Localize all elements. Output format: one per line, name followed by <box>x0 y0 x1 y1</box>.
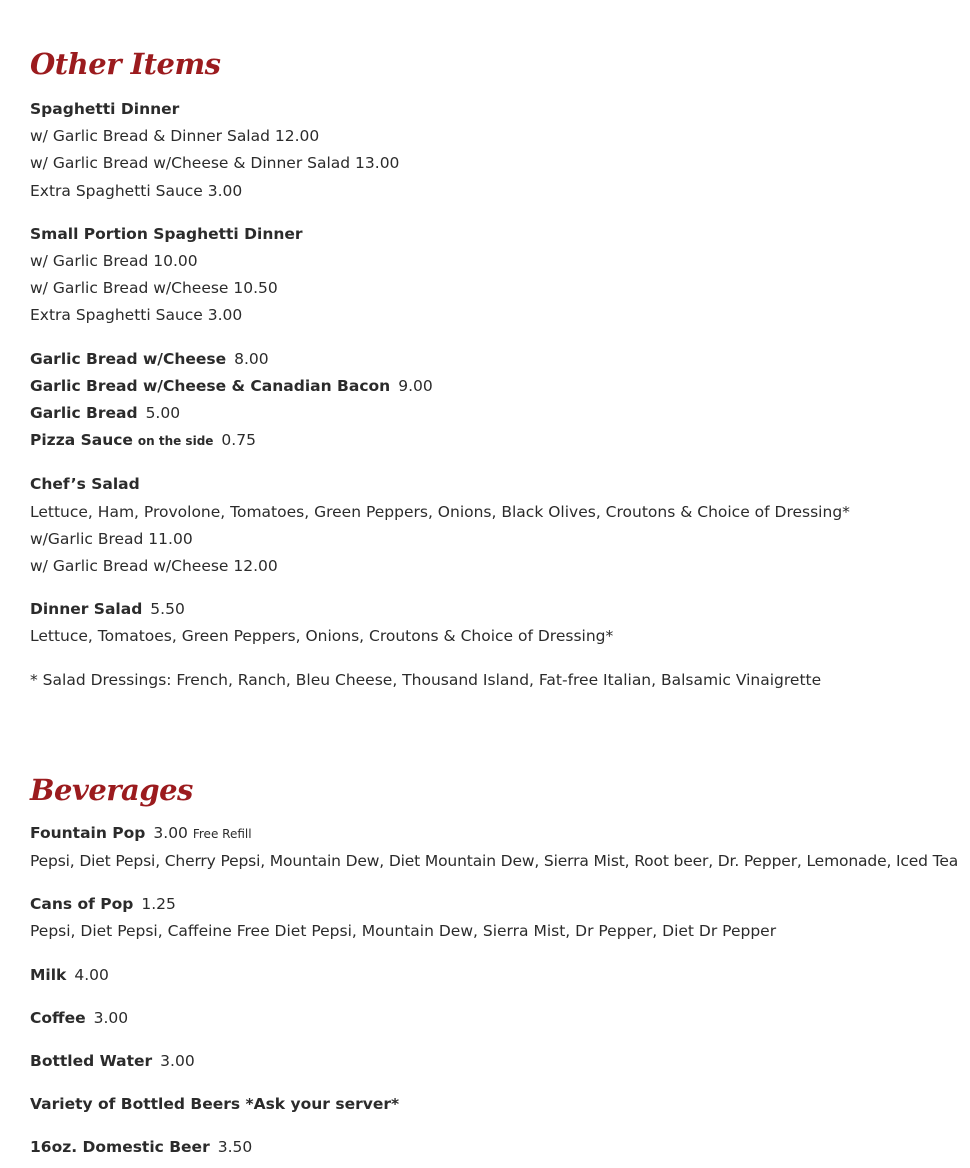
item-header <box>30 820 965 848</box>
menu-content <box>30 0 965 1162</box>
menu-item-cans-of-pop <box>30 891 965 945</box>
menu-item-small-spaghetti-dinner <box>30 221 965 330</box>
item-price: 9.00 <box>398 376 433 395</box>
menu-item-coffee <box>30 1005 965 1032</box>
item-name: Fountain Pop <box>30 823 146 842</box>
item-price: 3.50 <box>217 1138 253 1157</box>
item-description: Lettuce, Ham, Provolone, Tomatoes, Green Peppers, Onions, Black Olives, Croutons & Choice of Dressing* <box>30 502 850 521</box>
menu-group-garlic-bread <box>30 346 965 456</box>
item-name: 16oz. Domestic Beer <box>30 1138 210 1157</box>
item-name: Garlic Bread w/Cheese <box>30 349 227 368</box>
item-option: w/ Garlic Bread w/Cheese 12.00 <box>30 557 278 576</box>
item-option: w/ Garlic Bread 10.00 <box>30 252 198 271</box>
item-header <box>30 596 965 623</box>
item-name: Garlic Bread <box>30 404 138 423</box>
section-title-beverages: Beverages <box>30 772 193 807</box>
bottled-beers-note: Variety of Bottled Beers *Ask your server* <box>30 1095 400 1114</box>
item-option: w/ Garlic Bread w/Cheese & Dinner Salad 13.00 <box>30 154 400 173</box>
item-price: 3.00 <box>160 1052 195 1071</box>
item-description: Pepsi, Diet Pepsi, Caffeine Free Diet Pepsi, Mountain Dew, Sierra Mist, Dr Pepper, Diet Dr Pepper <box>30 922 777 941</box>
item-note: on the side <box>137 434 214 449</box>
menu-item-bottled-water <box>30 1048 965 1075</box>
menu-item-pizza-sauce <box>30 427 965 455</box>
item-price: 4.00 <box>74 965 109 984</box>
item-price: 3.00 <box>93 1008 129 1027</box>
menu-item-milk <box>30 962 965 989</box>
item-name: Spaghetti Dinner <box>30 100 180 118</box>
item-name: Small Portion Spaghetti Dinner <box>30 224 303 243</box>
item-name: Cans of Pop <box>30 895 134 914</box>
item-header <box>30 891 965 918</box>
dressings-note: * Salad Dressings: French, Ranch, Bleu Cheese, Thousand Island, Fat-free Italian, Balsamic Vinaigrette <box>30 670 822 689</box>
item-note: Free Refill <box>192 826 252 841</box>
item-name: Pizza Sauce <box>30 431 133 450</box>
item-option: w/Garlic Bread 11.00 <box>30 529 193 548</box>
item-price: 0.75 <box>221 431 256 450</box>
item-name: Dinner Salad <box>30 600 143 619</box>
menu-item-garlic-bread-cheese-bacon <box>30 373 965 400</box>
item-option: Extra Spaghetti Sauce 3.00 <box>30 306 243 325</box>
item-name: Chef’s Salad <box>30 475 140 494</box>
menu-item-chefs-salad <box>30 471 965 580</box>
item-description: Lettuce, Tomatoes, Green Peppers, Onions, Croutons & Choice of Dressing* <box>30 627 614 646</box>
item-name: Coffee <box>30 1008 86 1027</box>
item-name: Bottled Water <box>30 1052 153 1071</box>
menu-item-domestic-beer <box>30 1134 965 1161</box>
menu-item-spaghetti-dinner <box>30 96 965 205</box>
item-price: 3.00 <box>153 823 188 842</box>
item-name: Garlic Bread w/Cheese & Canadian Bacon <box>30 376 391 395</box>
item-option: Extra Spaghetti Sauce 3.00 <box>30 181 243 200</box>
item-description: Pepsi, Diet Pepsi, Cherry Pepsi, Mountain Dew, Diet Mountain Dew, Sierra Mist, Root beer, Dr. Pepper, Lemonade, Iced Tea <box>30 852 959 871</box>
item-price: 1.25 <box>141 895 176 914</box>
item-price: 8.00 <box>234 349 269 368</box>
menu-item-fountain-pop <box>30 820 965 875</box>
item-option: w/ Garlic Bread & Dinner Salad 12.00 <box>30 127 320 146</box>
section-title-other-items: Other Items <box>30 47 221 81</box>
item-price: 5.50 <box>150 600 185 619</box>
menu-item-dinner-salad <box>30 596 965 650</box>
menu-item-garlic-bread-cheese <box>30 346 965 373</box>
item-name: Milk <box>30 965 67 984</box>
menu-item-garlic-bread <box>30 400 965 427</box>
item-option: w/ Garlic Bread w/Cheese 10.50 <box>30 279 278 298</box>
item-price: 5.00 <box>145 404 181 423</box>
